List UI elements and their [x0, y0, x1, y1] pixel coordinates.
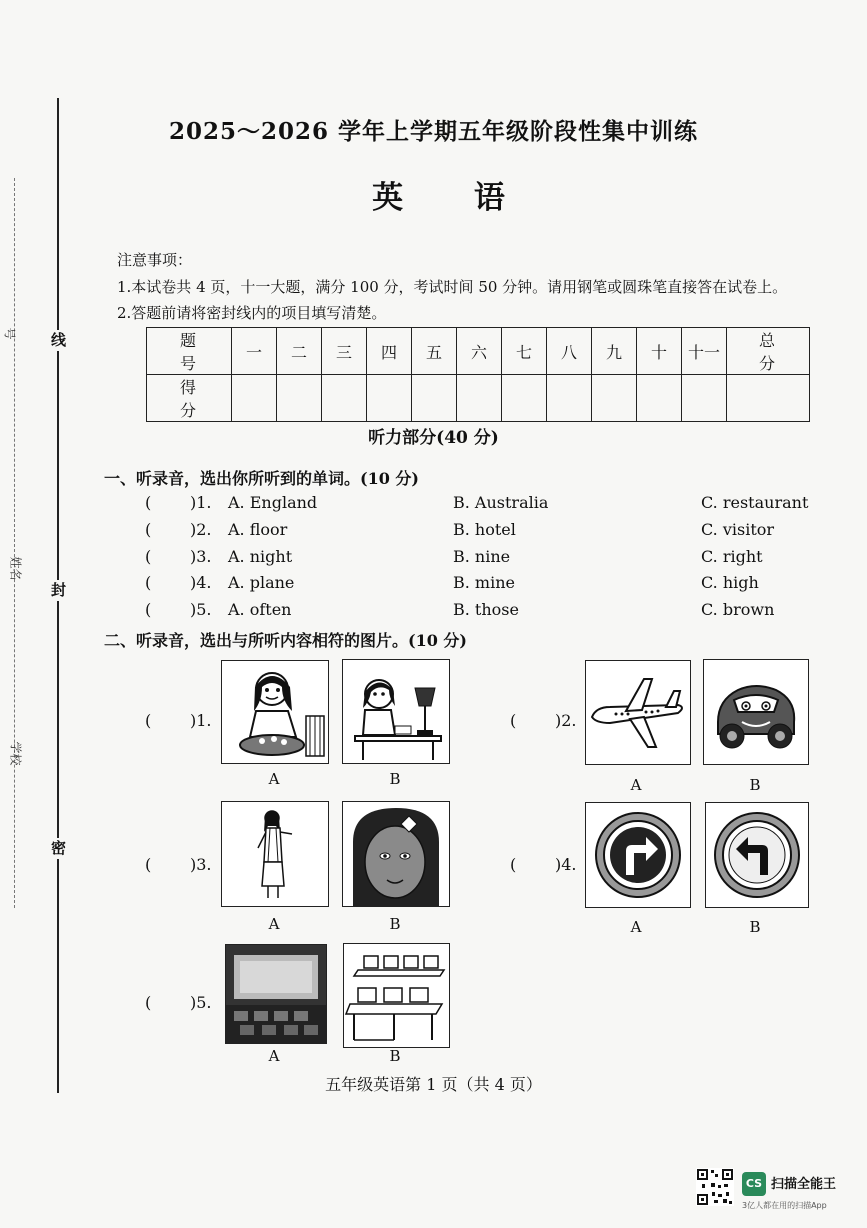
score-cell[interactable] [457, 375, 502, 422]
option-b: B. nine [453, 547, 511, 566]
camscanner-tagline: 3亿人都在用的扫描App [742, 1201, 827, 1210]
notice-item-2: 2.答题前请将密封线内的项目填写清楚。 [117, 304, 387, 322]
part2-heading: 二、听录音，选出与所听内容相符的图片。(10 分) [104, 631, 467, 650]
answer-bracket[interactable]: ( [145, 855, 152, 874]
option-a: A. night [228, 547, 293, 566]
score-cell[interactable] [682, 375, 727, 422]
question-number: )4. [190, 573, 212, 592]
classroom-photo-icon[interactable] [225, 944, 327, 1044]
score-table [146, 327, 810, 422]
exam-subject: 英 语 [372, 180, 535, 216]
answer-bracket[interactable]: ( [510, 855, 517, 874]
answer-bracket[interactable]: ( [145, 573, 152, 592]
option-c: C. brown [701, 600, 775, 619]
binding-dashed-line [14, 178, 16, 908]
score-cell-total[interactable] [727, 375, 810, 422]
score-cell[interactable] [547, 375, 592, 422]
answer-bracket[interactable]: ( [145, 600, 152, 619]
option-c: C. restaurant [701, 493, 809, 512]
score-cell[interactable] [502, 375, 547, 422]
score-col-10: 十 [637, 328, 682, 375]
picture-label-b: B [749, 918, 761, 936]
listening-heading: 听力部分(40 分) [368, 428, 499, 448]
side-label-number: 号 [2, 327, 17, 340]
side-label-school: 学校 [8, 741, 23, 766]
score-cell[interactable] [637, 375, 682, 422]
score-table-score-row [147, 375, 810, 422]
question-number: )5. [190, 600, 212, 619]
question-number: )5. [190, 993, 212, 1012]
page-footer: 五年级英语第 1 页（共 4 页） [325, 1075, 542, 1094]
answer-bracket[interactable]: ( [145, 520, 152, 539]
seal-char-secret: 密 [51, 839, 67, 857]
picture-label-b: B [389, 915, 401, 933]
computer-room-icon[interactable] [343, 943, 450, 1048]
picture-label-a: A [268, 1047, 280, 1065]
picture-label-b: B [389, 1047, 401, 1065]
girl-washing-clothes-icon[interactable] [221, 660, 329, 764]
score-row-label: 得 分 [147, 375, 232, 422]
score-col-1: 一 [232, 328, 277, 375]
girl-at-desk-icon[interactable] [342, 659, 450, 764]
part1-heading: 一、听录音，选出你所听到的单词。(10 分) [104, 469, 419, 488]
score-col-3: 三 [322, 328, 367, 375]
score-cell[interactable] [412, 375, 457, 422]
option-a: A. England [228, 493, 318, 512]
picture-label-a: A [268, 915, 280, 933]
answer-bracket[interactable]: ( [145, 993, 152, 1012]
turn-right-sign-icon[interactable] [585, 802, 691, 908]
option-b: B. those [453, 600, 519, 619]
score-col-4: 四 [367, 328, 412, 375]
picture-label-a: A [268, 770, 280, 788]
car-icon[interactable] [703, 659, 809, 765]
score-col-5: 五 [412, 328, 457, 375]
side-label-name: 姓名 [8, 556, 23, 581]
option-c: C. right [701, 547, 763, 566]
question-number: )3. [190, 547, 212, 566]
score-col-7: 七 [502, 328, 547, 375]
picture-label-b: B [389, 770, 401, 788]
option-c: C. visitor [701, 520, 775, 539]
score-cell[interactable] [277, 375, 322, 422]
airplane-icon[interactable] [585, 660, 691, 765]
picture-label-a: A [630, 918, 642, 936]
score-table-row-label: 题 号 [147, 328, 232, 375]
qr-code-icon [696, 1168, 734, 1206]
answer-bracket[interactable]: ( [145, 547, 152, 566]
score-col-9: 九 [592, 328, 637, 375]
question-number: )3. [190, 855, 212, 874]
question-number: )4. [555, 855, 577, 874]
option-a: A. often [228, 600, 292, 619]
answer-bracket[interactable]: ( [510, 711, 517, 730]
option-a: A. plane [228, 573, 295, 592]
question-number: )1. [190, 493, 212, 512]
turn-left-sign-icon[interactable] [705, 802, 809, 908]
notice-item-1: 1.本试卷共 4 页，十一大题，满分 100 分，考试时间 50 分钟。请用钢笔或圆珠笔直接答在试卷上。 [117, 278, 788, 296]
score-table-header-row [147, 328, 810, 375]
score-cell[interactable] [232, 375, 277, 422]
question-number: )2. [190, 520, 212, 539]
standing-woman-icon[interactable] [221, 801, 329, 907]
score-col-8: 八 [547, 328, 592, 375]
option-c: C. high [701, 573, 759, 592]
score-col-2: 二 [277, 328, 322, 375]
seal-char-line: 线 [51, 331, 67, 349]
score-col-11: 十一 [682, 328, 727, 375]
picture-label-a: A [630, 776, 642, 794]
question-number: )2. [555, 711, 577, 730]
girl-face-icon[interactable] [342, 801, 450, 907]
score-cell[interactable] [592, 375, 637, 422]
option-b: B. hotel [453, 520, 516, 539]
seal-char-seal: 封 [51, 581, 67, 599]
picture-label-b: B [749, 776, 761, 794]
camscanner-logo: CS [742, 1172, 766, 1196]
option-b: B. mine [453, 573, 515, 592]
answer-bracket[interactable]: ( [145, 711, 152, 730]
option-a: A. floor [228, 520, 288, 539]
score-col-total: 总 分 [727, 328, 810, 375]
exam-title: 2025～2026 学年上学期五年级阶段性集中训练 [168, 118, 699, 145]
notice-heading: 注意事项： [117, 251, 193, 269]
score-cell[interactable] [367, 375, 412, 422]
score-cell[interactable] [322, 375, 367, 422]
answer-bracket[interactable]: ( [145, 493, 152, 512]
option-b: B. Australia [453, 493, 549, 512]
question-number: )1. [190, 711, 212, 730]
score-col-6: 六 [457, 328, 502, 375]
camscanner-name: 扫描全能王 [771, 1177, 837, 1192]
